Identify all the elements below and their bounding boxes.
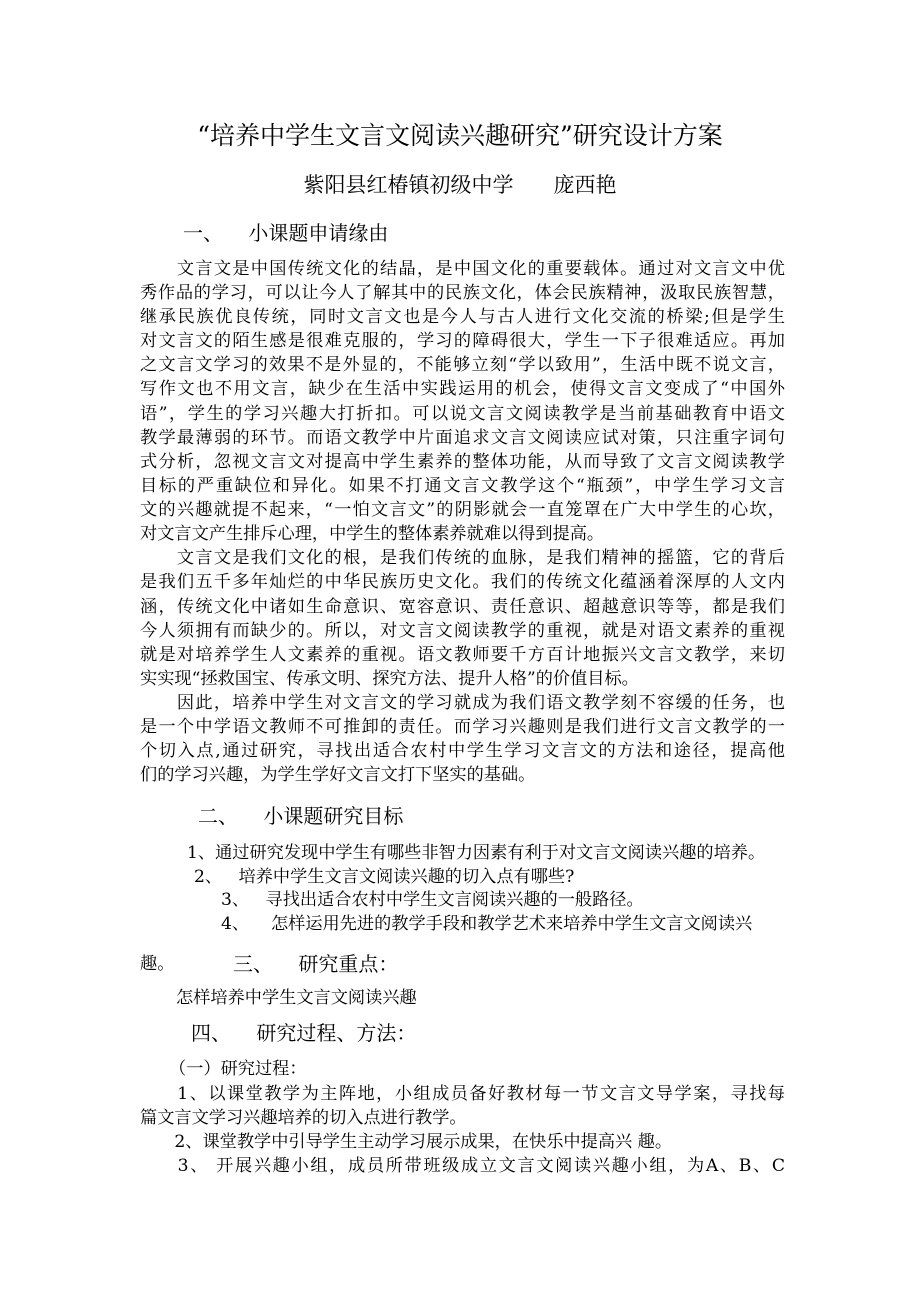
paragraph-line: 文言文是我们文化的根，是我们传统的血脉，是我们精神的摇篮，它的背后 [140,548,785,568]
section4-heading: 四、 研究过程、方法： [191,1021,417,1045]
paragraph-line: 教学最薄弱的环节。而语文教学中片面追求文言文阅读应试对策，只注重字词句 [140,428,785,448]
paragraph-line: 对文言文的陌生感是很难克服的，学习的障碍很大，学生一下子很难适应。再加 [140,331,785,351]
paragraph-line: 3、 开展兴趣小组，成员所带班级成立文言文阅读兴趣小组，为A、B、C [140,1156,785,1176]
paragraph-line: 之文言文学习的效果不是外显的，不能够立刻“学以致用”，生活中既不说文言， [140,355,785,375]
goal-item-1: 1、通过研究发现中学生有哪些非智力因素有利于对文言文阅读兴趣的培养。 [187,843,766,863]
paragraph-line: 1、以课堂教学为主阵地，小组成员备好教材每一节文言文导学案，寻找每 [140,1084,785,1104]
section3-heading: 三、 研究重点： [233,952,399,976]
paragraph-line: 对文言文产生排斥心理，中学生的整体素养就难以得到提高。 [140,524,605,544]
paragraph-line: 是一个中学语文教师不可推卸的责任。而学习兴趣则是我们进行文言文教学的一 [140,717,785,737]
goal-item-2: 2、 培养中学生文言文阅读兴趣的切入点有哪些? [194,867,575,887]
document-title: “培养中学生文言文阅读兴趣研究”研究设计方案 [197,121,723,150]
paragraph-line: 就是对培养学生人文素养的重视。语文教师要千方百计地振兴文言文教学，来切 [140,645,785,665]
paragraph-line: 个切入点,通过研究，寻找出适合农村中学生学习文言文的方法和途径，提高他 [140,741,785,761]
goal-item-3: 3、 寻找出适合农村中学生文言阅读兴趣的一般路径。 [221,890,644,910]
goal-item-4: 4、 怎样运用先进的教学手段和教学艺术来培养中学生文言文阅读兴 [221,914,753,934]
paragraph-line: 今人须拥有而缺少的。所以，对文言文阅读教学的重视，就是对语文素养的重视 [140,621,785,641]
section2-heading: 二、 小课题研究目标 [198,804,404,828]
paragraph-line: 秀作品的学习，可以让今人了解其中的民族文化，体会民族精神，汲取民族智慧， [140,283,785,303]
paragraph-line: 实实现“拯救国宝、传承文明、探究方法、提升人格”的价值目标。 [140,669,639,689]
section1-heading: 一、 小课题申请缘由 [183,221,389,245]
paragraph-line: 目标的严重缺位和异化。如果不打通文言文教学这个“瓶颈”，中学生学习文言 [140,476,785,496]
author-line: 紫阳县红椿镇初级中学 庞西艳 [303,173,617,197]
paragraph-line: 涵，传统文化中诸如生命意识、宽容意识、责任意识、超越意识等等，都是我们 [140,597,785,617]
section3-content: 怎样培养中学生文言文阅读兴趣 [176,988,417,1008]
paragraph-line: 文言文是中国传统文化的结晶，是中国文化的重要载体。通过对文言文中优 [140,259,785,279]
paragraph-line: 写作文也不用文言，缺少在生活中实践运用的机会，使得文言文变成了“中国外 [140,379,785,399]
paragraph-line: 文的兴趣就提不起来，“一怕文言文”的阴影就会一直笼罩在广大中学生的心坎， [140,500,785,520]
paragraph-line: 因此，培养中学生对文言文的学习就成为我们语文教学刻不容缓的任务，也 [140,693,785,713]
paragraph-line: 语”，学生的学习兴趣大打折扣。可以说文言文阅读教学是当前基础教育中语文 [140,404,785,424]
paragraph-line: 式分析，忽视文言文对提高中学生素养的整体功能，从而导致了文言文阅读教学 [140,452,785,472]
paragraph-line: 篇文言文学习兴趣培养的切入点进行教学。 [140,1108,467,1128]
section4-subheading: （一）研究过程： [169,1059,307,1079]
paragraph-line: 继承民族优良传统，同时文言文也是今人与古人进行文化交流的桥梁;但是学生 [140,307,785,327]
goal-item-4-tail: 趣。 [140,954,175,974]
paragraph-line: 们的学习兴趣，为学生学好文言文打下坚实的基础。 [140,765,536,785]
paragraph-line: 是我们五千多年灿烂的中华民族历史文化。我们的传统文化蕴涵着深厚的人文内 [140,572,785,592]
paragraph-line: 2、课堂教学中引导学生主动学习展示成果，在快乐中提高兴 趣。 [140,1132,673,1152]
